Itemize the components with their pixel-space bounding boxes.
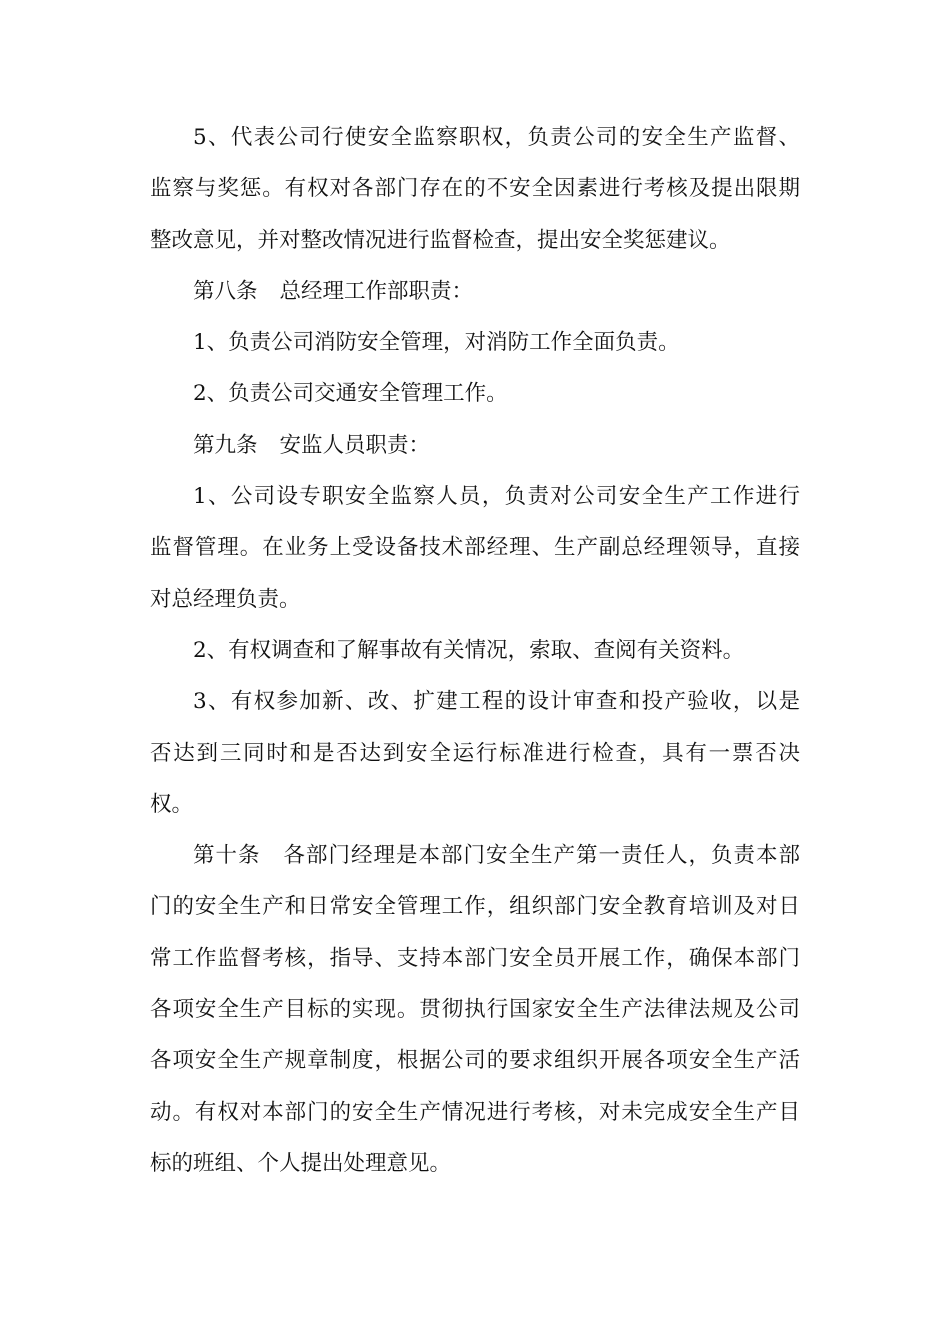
paragraph-line: 权。 (150, 791, 194, 817)
paragraph-line: 常工作监督考核，指导、支持本部门安全员开展工作，确保本部门 (150, 945, 800, 971)
paragraph-item (150, 317, 800, 368)
document-body (150, 112, 800, 1189)
paragraph-line: 1、公司设专职安全监察人员，负责对公司安全生产工作进行 (193, 484, 800, 510)
paragraph-line: 5、代表公司行使安全监察职权，负责公司的安全生产监督、 (193, 125, 800, 150)
paragraph-item (150, 676, 800, 830)
article-paragraph-10 (150, 830, 800, 1189)
article-title: 总经理工作部职责： (279, 278, 474, 304)
paragraph-line: 门的安全生产和日常安全管理工作，组织部门安全教育培训及对日 (150, 894, 800, 920)
article-number: 第八条 (193, 278, 258, 304)
paragraph-line: 动。有权对本部门的安全生产情况进行考核，对未完成安全生产目 (150, 1099, 800, 1125)
article-heading-9 (150, 420, 800, 471)
article-number: 第九条 (193, 432, 258, 458)
paragraph-line: 3、有权参加新、改、扩建工程的设计审查和投产验收，以是 (193, 689, 800, 715)
paragraph-line: 各部门经理是本部门安全生产第一责任人，负责本部 (282, 843, 800, 869)
paragraph-line: 2、负责公司交通安全管理工作。 (193, 381, 508, 407)
paragraph-line: 2、有权调查和了解事故有关情况，索取、查阅有关资料。 (193, 637, 745, 663)
paragraph-item (150, 471, 800, 625)
article-number: 第十条 (193, 843, 261, 869)
paragraph-line: 各项安全生产规章制度，根据公司的要求组织开展各项安全生产活 (150, 1048, 800, 1074)
paragraph-line: 监督管理。在业务上受设备技术部经理、生产副总经理领导，直接 (150, 535, 800, 561)
paragraph-item (150, 625, 800, 676)
article-title: 安监人员职责： (279, 432, 431, 458)
paragraph-line: 对总经理负责。 (150, 586, 301, 612)
article-heading-8 (150, 266, 800, 317)
paragraph-line: 整改意见，并对整改情况进行监督检查，提出安全奖惩建议。 (150, 227, 731, 253)
paragraph-line: 各项安全生产目标的实现。贯彻执行国家安全生产法律法规及公司 (150, 997, 800, 1023)
paragraph-line: 1、负责公司消防安全管理，对消防工作全面负责。 (193, 330, 680, 356)
paragraph-item-5 (150, 112, 800, 266)
paragraph-item (150, 368, 800, 419)
paragraph-line: 标的班组、个人提出处理意见。 (150, 1150, 452, 1176)
paragraph-line: 否达到三同时和是否达到安全运行标准进行检查，具有一票否决 (150, 740, 800, 766)
paragraph-line: 监察与奖惩。有权对各部门存在的不安全因素进行考核及提出限期 (150, 176, 800, 202)
